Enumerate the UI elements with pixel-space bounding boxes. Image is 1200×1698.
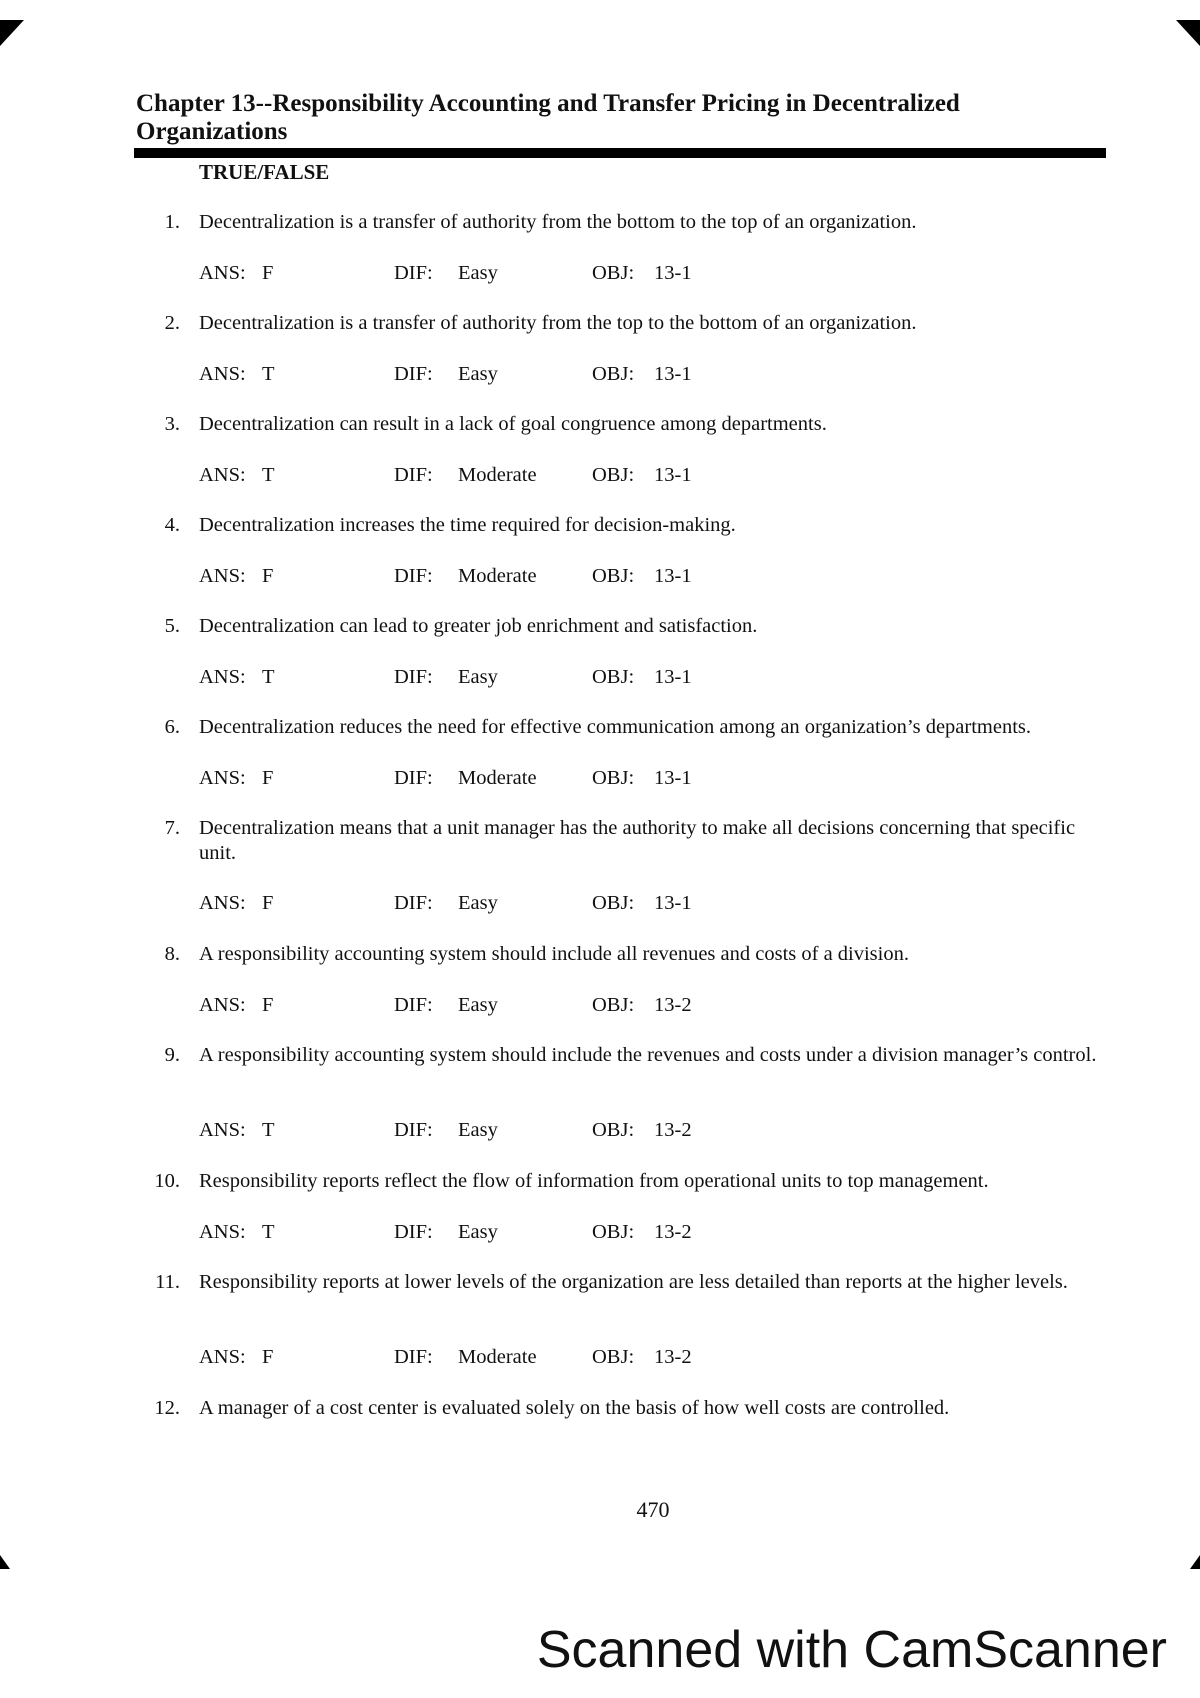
answer-value: T	[262, 363, 275, 385]
scan-corner-bottom-left	[0, 1555, 10, 1569]
question-text: A responsibility accounting system should include all revenues and costs of a division.	[199, 943, 909, 965]
objective-value: 13-2	[654, 1119, 692, 1141]
difficulty-label: DIF:	[394, 1346, 433, 1368]
difficulty-value: Moderate	[458, 1346, 537, 1368]
question-number: 9.	[164, 1044, 180, 1066]
answer-label: ANS:	[199, 994, 246, 1016]
difficulty-value: Easy	[458, 1221, 498, 1243]
objective-label: OBJ:	[592, 565, 635, 587]
question-number: 1.	[164, 211, 180, 233]
answer-label: ANS:	[199, 262, 246, 284]
difficulty-value: Easy	[458, 262, 498, 284]
answer-value: T	[262, 1119, 275, 1141]
answer-value: T	[262, 666, 275, 688]
objective-value: 13-2	[654, 1346, 692, 1368]
difficulty-label: DIF:	[394, 565, 433, 587]
answer-value: F	[262, 767, 274, 789]
objective-label: OBJ:	[592, 1221, 635, 1243]
objective-label: OBJ:	[592, 262, 635, 284]
question-number: 2.	[164, 312, 180, 334]
answer-label: ANS:	[199, 464, 246, 486]
answer-value: F	[262, 892, 274, 914]
difficulty-value: Easy	[458, 1119, 498, 1141]
question-number: 4.	[164, 514, 180, 536]
scan-corner-top-left	[0, 20, 24, 46]
difficulty-label: DIF:	[394, 464, 433, 486]
answer-value: T	[262, 1221, 275, 1243]
answer-value: F	[262, 565, 274, 587]
question-number: 12.	[154, 1397, 180, 1419]
question-text: Decentralization increases the time required for decision-making.	[199, 514, 736, 536]
objective-label: OBJ:	[592, 1346, 635, 1368]
answer-value: F	[262, 1346, 274, 1368]
objective-label: OBJ:	[592, 363, 635, 385]
difficulty-label: DIF:	[394, 1119, 433, 1141]
section-heading: TRUE/FALSE	[199, 160, 330, 184]
chapter-title: Chapter 13--Responsibility Accounting and Transfer Pricing in Decentralized Organizations	[136, 90, 960, 145]
objective-label: OBJ:	[592, 1119, 635, 1141]
difficulty-value: Moderate	[458, 565, 537, 587]
difficulty-value: Easy	[458, 994, 498, 1016]
question-number: 7.	[164, 817, 180, 839]
objective-value: 13-1	[654, 666, 692, 688]
difficulty-value: Easy	[458, 666, 498, 688]
objective-label: OBJ:	[592, 994, 635, 1016]
title-rule	[134, 148, 1106, 158]
answer-value: F	[262, 994, 274, 1016]
question-text: Decentralization is a transfer of authority from the bottom to the top of an organization.	[199, 211, 917, 233]
question-text: Responsibility reports at lower levels of the organization are less detailed than reports at the higher levels.	[199, 1271, 1068, 1293]
objective-value: 13-2	[654, 994, 692, 1016]
difficulty-label: DIF:	[394, 262, 433, 284]
question-number: 5.	[164, 615, 180, 637]
objective-value: 13-1	[654, 892, 692, 914]
scan-corner-bottom-right	[1190, 1555, 1200, 1569]
question-text: Decentralization means that a unit manager has the authority to make all decisions concerning that specific unit.	[199, 817, 1076, 864]
objective-value: 13-1	[654, 767, 692, 789]
objective-label: OBJ:	[592, 666, 635, 688]
difficulty-label: DIF:	[394, 1221, 433, 1243]
objective-label: OBJ:	[592, 892, 635, 914]
objective-label: OBJ:	[592, 464, 635, 486]
difficulty-label: DIF:	[394, 767, 433, 789]
scan-corner-top-right	[1176, 20, 1200, 46]
difficulty-value: Easy	[458, 363, 498, 385]
objective-value: 13-1	[654, 363, 692, 385]
question-text: Decentralization can lead to greater job enrichment and satisfaction.	[199, 615, 758, 637]
difficulty-label: DIF:	[394, 994, 433, 1016]
question-text: Decentralization reduces the need for effective communication among an organization’s departments.	[199, 716, 1032, 738]
answer-label: ANS:	[199, 565, 246, 587]
answer-label: ANS:	[199, 666, 246, 688]
question-number: 6.	[164, 716, 180, 738]
answer-label: ANS:	[199, 1221, 246, 1243]
question-number: 10.	[154, 1170, 180, 1192]
difficulty-label: DIF:	[394, 892, 433, 914]
question-text: A responsibility accounting system should include the revenues and costs under a division manager’s control.	[199, 1044, 1097, 1066]
difficulty-value: Moderate	[458, 767, 537, 789]
question-text: Decentralization is a transfer of authority from the top to the bottom of an organization.	[199, 312, 917, 334]
answer-label: ANS:	[199, 1119, 246, 1141]
question-number: 8.	[164, 943, 180, 965]
page-number: 470	[636, 1497, 670, 1522]
question-text: A manager of a cost center is evaluated solely on the basis of how well costs are controlled.	[199, 1397, 950, 1419]
objective-value: 13-2	[654, 1221, 692, 1243]
question-text: Decentralization can result in a lack of goal congruence among departments.	[199, 413, 827, 435]
question-number: 11.	[155, 1271, 180, 1293]
difficulty-value: Easy	[458, 892, 498, 914]
answer-value: F	[262, 262, 274, 284]
answer-label: ANS:	[199, 892, 246, 914]
scanner-watermark: Scanned with CamScanner	[536, 1621, 1167, 1679]
objective-value: 13-1	[654, 464, 692, 486]
difficulty-label: DIF:	[394, 363, 433, 385]
question-text: Responsibility reports reflect the flow of information from operational units to top management.	[199, 1170, 989, 1192]
answer-label: ANS:	[199, 767, 246, 789]
objective-label: OBJ:	[592, 767, 635, 789]
objective-value: 13-1	[654, 565, 692, 587]
objective-value: 13-1	[654, 262, 692, 284]
answer-label: ANS:	[199, 363, 246, 385]
question-number: 3.	[164, 413, 180, 435]
answer-value: T	[262, 464, 275, 486]
difficulty-value: Moderate	[458, 464, 537, 486]
answer-label: ANS:	[199, 1346, 246, 1368]
difficulty-label: DIF:	[394, 666, 433, 688]
